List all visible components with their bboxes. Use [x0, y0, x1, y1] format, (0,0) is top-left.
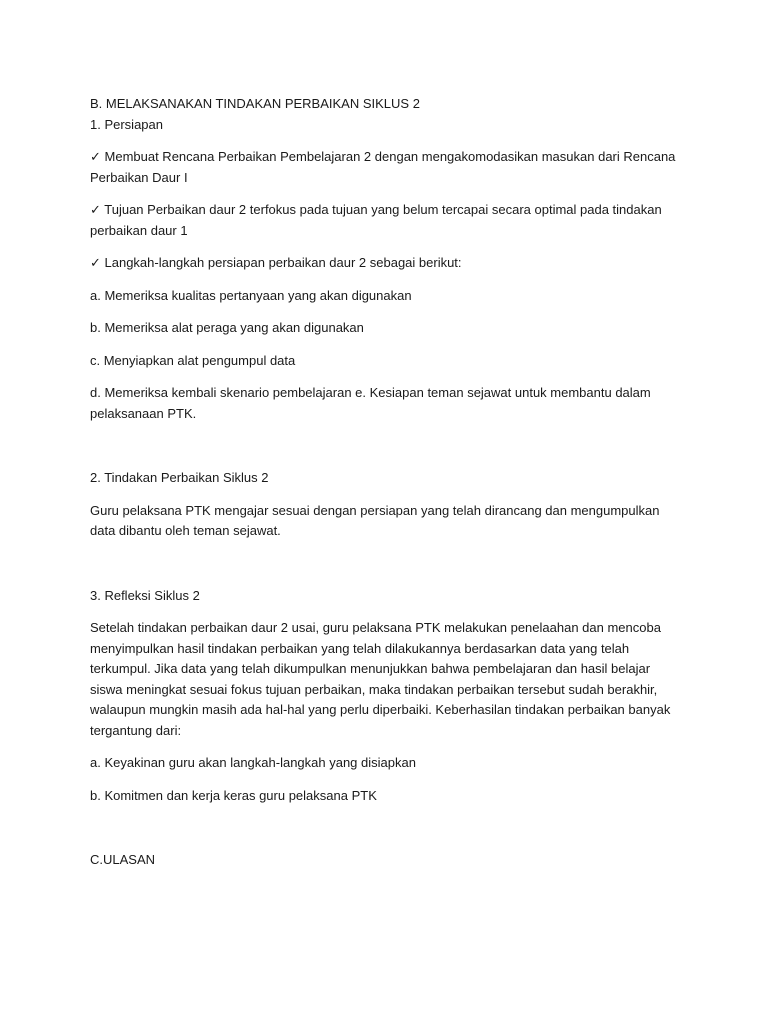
document-body [90, 94, 680, 871]
section3-title: 3. Refleksi Siklus 2 [90, 587, 200, 603]
heading-b: B. MELAKSANAKAN TINDAKAN PERBAIKAN SIKLUS 2 [90, 96, 420, 111]
section1-check3: ✓ Langkah-langkah persiapan perbaikan daur 2 sebagai berikut: [90, 255, 462, 270]
section2-title: 2. Tindakan Perbaikan Siklus 2 [90, 470, 269, 485]
section1-check2: ✓ Tujuan Perbaikan daur 2 terfokus pada tujuan yang belum tercapai secara optimal pada tindakan perbaikan daur 1 [90, 202, 662, 238]
section3-item-b: b. Komitmen dan kerja keras guru pelaksana PTK [90, 787, 377, 803]
section1-item-d: d. Memeriksa kembali skenario pembelajaran e. Kesiapan teman sejawat untuk membantu dalam pelaksanaan PTK. [90, 385, 651, 421]
section3-body: Setelah tindakan perbaikan daur 2 usai, guru pelaksana PTK melakukan penelaahan dan mencoba menyimpulkan hasil tindakan perbaikan yang telah dilakukannya berdasarkan data yang telah terkumpul. Jika data yang telah dikumpulkan menunjukkan bahwa pembelajaran dan hasil belajar siswa meningkat sesuai fokus tujuan perbaikan, maka tindakan perbaikan tersebut sudah berakhir, walaupun mungkin masih ada hal-hal yang perlu diperbaiki. Keberhasilan tindakan perbaikan banyak tergantung dari: [90, 620, 671, 738]
section1-check1: ✓ Membuat Rencana Perbaikan Pembelajaran 2 dengan mengakomodasikan masukan dari Rencana Perbaikan Daur I [90, 149, 676, 185]
section2-body: Guru pelaksana PTK mengajar sesuai dengan persiapan yang telah dirancang dan mengumpulkan data dibantu oleh teman sejawat. [90, 502, 660, 538]
section1-item-c: c. Menyiapkan alat pengumpul data [90, 352, 296, 368]
section1-title: 1. Persiapan [90, 116, 163, 132]
section1-item-a: a. Memeriksa kualitas pertanyaan yang akan digunakan [90, 287, 412, 303]
heading-c: C.ULASAN [90, 852, 156, 867]
section1-item-b: b. Memeriksa alat peraga yang akan digunakan [90, 320, 364, 335]
section3-item-a: a. Keyakinan guru akan langkah-langkah yang disiapkan [90, 755, 416, 770]
